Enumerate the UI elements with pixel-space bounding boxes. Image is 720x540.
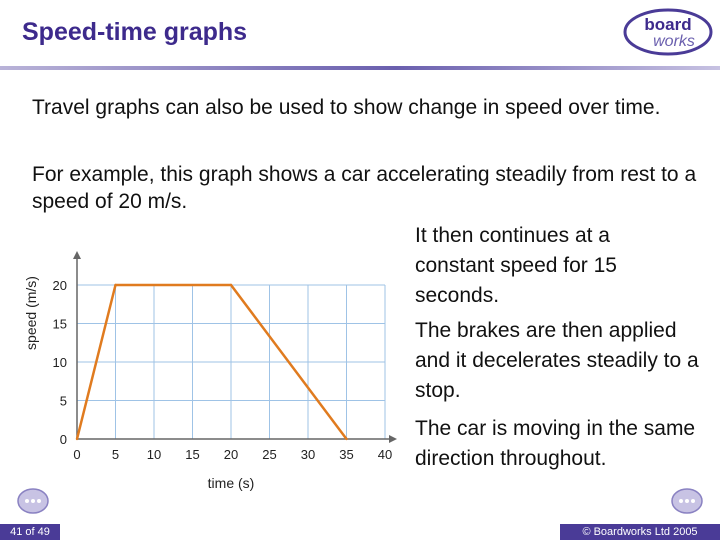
direction-text: The car is moving in the same direction throughout. bbox=[415, 417, 696, 470]
x-axis-arrow-icon bbox=[389, 435, 397, 443]
x-tick-label: 30 bbox=[300, 447, 316, 462]
x-tick-label: 25 bbox=[262, 447, 277, 462]
data-point bbox=[114, 284, 116, 286]
boardworks-logo bbox=[622, 6, 714, 58]
page-title: Speed-time graphs bbox=[22, 18, 248, 46]
x-tick-label: 40 bbox=[377, 447, 393, 462]
title-underline bbox=[0, 66, 720, 70]
prev-arrow-icon[interactable] bbox=[16, 486, 50, 516]
slide-counter: 41 of 49 bbox=[0, 524, 60, 540]
next-arrow-icon[interactable] bbox=[670, 486, 704, 516]
copyright-text: © Boardworks Ltd 2005 bbox=[560, 524, 720, 540]
constant-speed-text: It then continues at a constant speed for 15 seconds. bbox=[415, 224, 617, 307]
y-tick-label: 10 bbox=[52, 355, 67, 370]
x-axis-label: time (s) bbox=[207, 475, 255, 491]
example-text: For example, this graph shows a car accelerating steadily from rest to a speed of 20 m/s. bbox=[32, 163, 697, 213]
y-tick-label: 20 bbox=[52, 278, 67, 293]
y-axis-arrow-icon bbox=[73, 251, 81, 259]
data-point bbox=[345, 438, 347, 440]
x-tick-label: 15 bbox=[185, 447, 200, 462]
brakes-text: The brakes are then applied and it decelerates steadily to a stop. bbox=[415, 319, 699, 402]
x-tick-label: 5 bbox=[111, 447, 120, 462]
y-axis-label: speed (m/s) bbox=[23, 276, 39, 350]
y-tick-label: 15 bbox=[52, 316, 67, 332]
y-tick-label: 0 bbox=[59, 432, 67, 447]
intro-text: Travel graphs can also be used to show change in speed over time. bbox=[32, 96, 661, 119]
data-point bbox=[76, 438, 78, 440]
svg-text:works: works bbox=[653, 33, 695, 50]
svg-text:board: board bbox=[644, 15, 692, 34]
x-tick-label: 35 bbox=[339, 447, 354, 462]
data-point bbox=[230, 284, 232, 286]
y-tick-label: 5 bbox=[59, 393, 67, 409]
x-tick-label: 0 bbox=[73, 447, 81, 462]
x-tick-label: 10 bbox=[146, 447, 162, 462]
speed-time-chart bbox=[0, 230, 420, 500]
x-tick-label: 20 bbox=[223, 447, 239, 462]
